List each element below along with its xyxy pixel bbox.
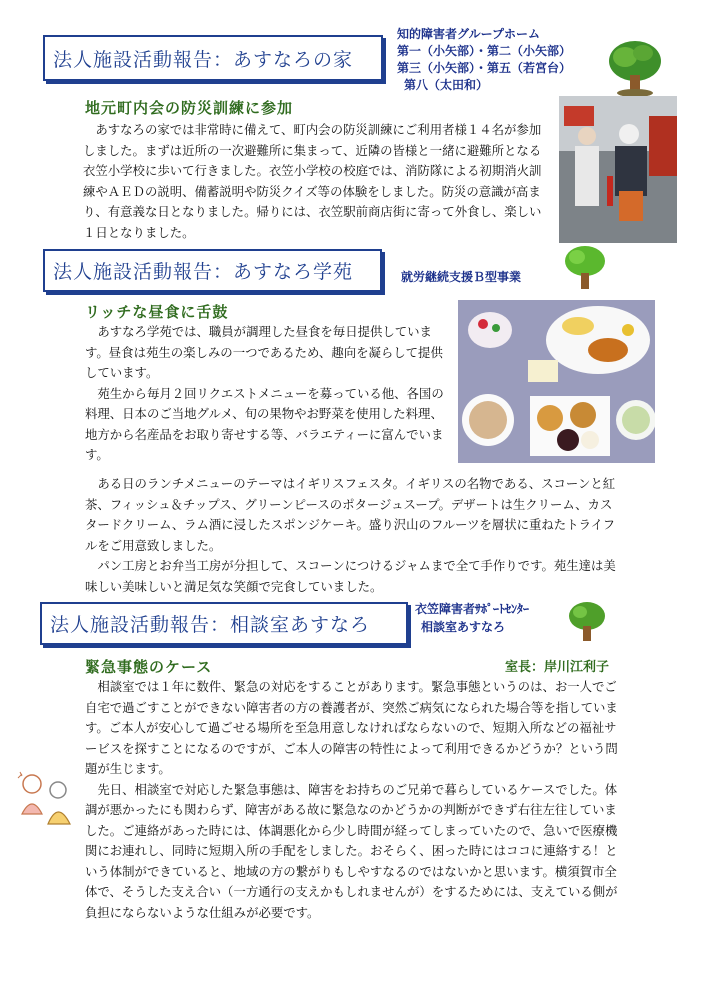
section1-title: 法人施設活動報告：あすなろの家 xyxy=(43,35,383,81)
section3-paragraph: 先日、相談室で対応した緊急事態は、障害をお持ちのご兄弟で暮らしているケースでした。体調が悪かったにも関わらず、障害がある故に緊急なのかどうかの判断ができず右往左往していました。ご連絡があった時には、体調悪化から少し時間が経ってしまっていたので、急いで医療機関にお連れし、同時に短期入所の手配をしました。おそらく、困った時にはココに連絡する！という体制ができていると、地域の方の繋がりもしやすなるのではないかと思います。横須賀市全体で、そうした支え合い（一方通行の支えかもしれませんが）をするためには、支えている側が負担にならないような仕組みが必要です。 xyxy=(85,781,618,920)
section3-sub-line2: 相談室あすなろ xyxy=(421,620,506,634)
section3-author: 室長：岸川江利子 xyxy=(505,660,610,675)
lunch-photo xyxy=(458,300,655,463)
section3-body xyxy=(85,677,625,923)
section2-body-top xyxy=(85,322,450,466)
tree-icon xyxy=(561,243,609,291)
section2-paragraph: 苑生から毎月２回リクエストメニューを募っている他、各国の料理、日本のご当地グルメ、旬の果物やお野菜を使用した料理、地方から名産品をお取り寄せする等、バラエティーに富んでいます。 xyxy=(85,385,444,462)
section1-body xyxy=(83,120,553,243)
section1-sub-line2: 第一（小矢部）・第二（小矢部） xyxy=(397,44,572,58)
section1-sub-line4: 第八（太田和） xyxy=(404,78,489,92)
section2-body-bottom xyxy=(85,474,623,597)
section2-sub: 就労継続支援Ｂ型事業 xyxy=(401,270,522,284)
section2-headline: リッチな昼食に舌鼓 xyxy=(85,303,229,321)
section2-paragraph: パン工房とお弁当工房が分担して、スコーンにつけるジャムまで全て手作りです。苑生達は美味しい美味しいと満足気な笑顔で完食していました。 xyxy=(85,558,616,594)
section2-title: 法人施設活動報告：あすなろ学苑 xyxy=(43,249,382,292)
section3-title: 法人施設活動報告：相談室あすなろ xyxy=(40,602,408,645)
people-illustration-icon xyxy=(14,768,76,830)
section2-paragraph: ある日のランチメニューのテーマはイギリスフェスタ。イギリスの名物である、スコーンと紅茶、フィッシュ＆チップス、グリーンピースのポタージュスープ。デザートは生クリーム、カスタードクリーム、ラム酒に浸したスポンジケーキ。盛り沢山のフルーツを層状に重ねたトライフルをご用意致しました。 xyxy=(85,476,616,553)
section1-sub-line3: 第三（小矢部）・第五（若宮台） xyxy=(397,61,572,75)
section1-paragraph: あすなろの家では非常時に備えて、町内会の防災訓練にご利用者様１４名が参加しました。まずは近所の一次避難所に集まって、近隣の皆様と一緒に避難所となる衣笠小学校に歩いて行きました。衣笠小学校の校庭では、消防隊による初期消火訓練やＡＥＤの説明、備蓄説明や防災クイズ等の体験をしました。防災の意識が高まり、有意義な日となりました。帰りには、衣笠駅前商店街に寄って外食し、楽しい１日となりました。 xyxy=(83,122,542,240)
section3-paragraph: 相談室では１年に数件、緊急の対応をすることがあります。緊急事態というのは、お一人でご自宅で過ごすことができない障害者の方の養護者が、突然ご病気になられた場合等を指しています。ご本人が安心して過ごせる場所を至急用意しなければならないので、短期入所などの福祉サービスを探すことになるのですが、ご本人の障害の特性によって利用できるかどうか？という問題が生じます。 xyxy=(85,679,618,776)
tree-icon xyxy=(566,600,608,642)
section3-headline: 緊急事態のケース xyxy=(85,658,213,676)
section1-headline: 地元町内会の防災訓練に参加 xyxy=(85,99,294,117)
section2-paragraph: あすなろ学苑では、職員が調理した昼食を毎日提供しています。昼食は苑生の楽しみの一つであるため、趣向を凝らして提供しています。 xyxy=(85,324,443,380)
section1-sub-line1: 知的障害者グループホーム xyxy=(397,27,541,41)
tree-icon xyxy=(603,35,668,100)
section3-sub-line1: 衣笠障害者ｻﾎﾟｰﾄｾﾝﾀｰ xyxy=(415,602,530,616)
fire-drill-photo xyxy=(559,96,677,243)
